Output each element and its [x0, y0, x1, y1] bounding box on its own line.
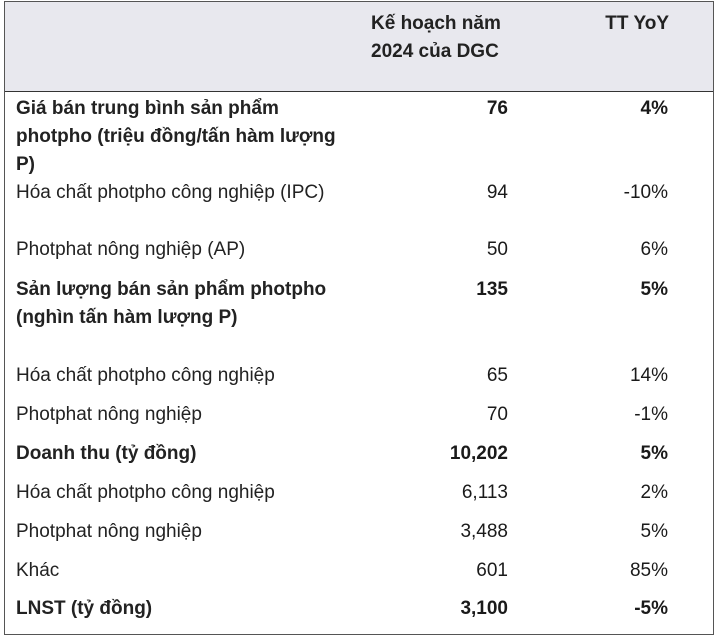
row-plan-value: 10,202	[449, 443, 508, 464]
row-yoy-value: -10%	[623, 182, 668, 203]
row-label: Sản lượng bán sản phẩm photpho (nghìn tấn hàm lượng P)	[16, 279, 327, 328]
row-yoy-value: 5%	[640, 521, 668, 542]
row-plan-value: 3,100	[460, 598, 508, 619]
row-label: Doanh thu (tỷ đồng)	[16, 443, 197, 464]
row-yoy-value: 14%	[629, 365, 668, 386]
row-label: Photphat nông nghiệp	[16, 404, 202, 425]
row-yoy-value: 5%	[640, 443, 668, 464]
row-label: Photphat nông nghiệp	[16, 521, 202, 542]
row-yoy-value: 5%	[640, 279, 668, 300]
row-plan-value: 3,488	[460, 521, 508, 542]
row-yoy-value: -1%	[634, 404, 668, 425]
table-header	[5, 2, 713, 92]
financial-plan-table	[4, 1, 714, 635]
row-plan-value: 70	[486, 404, 508, 425]
row-label: Hóa chất photpho công nghiệp	[16, 482, 275, 503]
header-yoy: TT YoY	[605, 13, 669, 34]
row-plan-value: 50	[486, 239, 508, 260]
row-yoy-value: 2%	[640, 482, 668, 503]
row-plan-value: 76	[486, 98, 508, 119]
row-label: Hóa chất photpho công nghiệp (IPC)	[16, 182, 325, 203]
row-yoy-value: -5%	[634, 598, 668, 619]
row-yoy-value: 85%	[629, 560, 668, 581]
row-yoy-value: 6%	[640, 239, 668, 260]
header-plan-2024: Kế hoạch năm 2024 của DGC	[371, 13, 501, 62]
row-plan-value: 94	[486, 182, 508, 203]
row-label: Khác	[16, 560, 60, 581]
row-label: Giá bán trung bình sản phẩm photpho (triệu đồng/tấn hàm lượng P)	[16, 98, 336, 175]
row-label: Hóa chất photpho công nghiệp	[16, 365, 275, 386]
row-plan-value: 6,113	[461, 482, 508, 503]
row-plan-value: 65	[486, 365, 508, 386]
row-label: LNST (tỷ đồng)	[16, 598, 153, 619]
row-yoy-value: 4%	[640, 98, 668, 119]
row-plan-value: 135	[476, 279, 508, 300]
row-label: Photphat nông nghiệp (AP)	[16, 239, 246, 260]
row-plan-value: 601	[476, 560, 508, 581]
